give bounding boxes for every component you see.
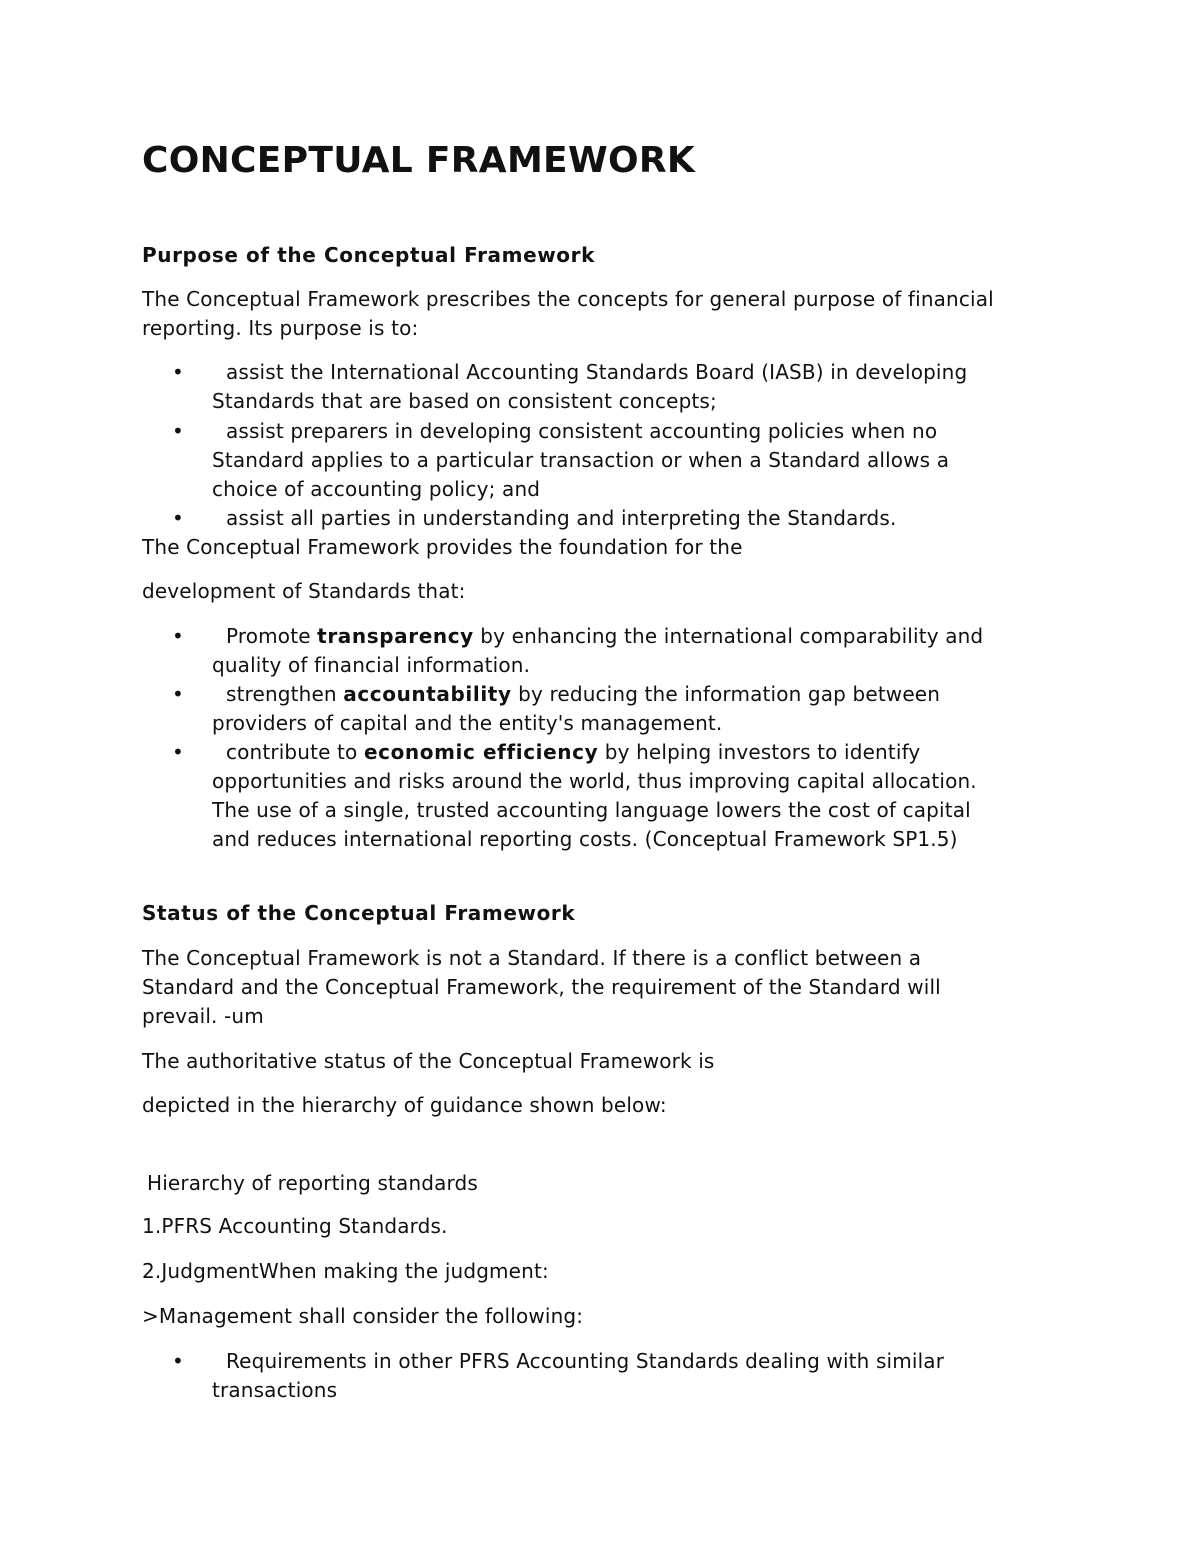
hierarchy-title: Hierarchy of reporting standards	[147, 1171, 478, 1195]
bullet-icon: •	[172, 1349, 184, 1373]
consider-item-text: transactions	[212, 1378, 338, 1402]
bullet-icon: •	[172, 506, 184, 530]
goal-item-text: opportunities and risks around the world, thus improving capital allocation.	[212, 769, 977, 793]
goal-item-text: quality of financial information.	[212, 653, 531, 677]
goal-item-text: The use of a single, trusted accounting language lowers the cost of capital	[212, 798, 971, 822]
goal-pre: Promote	[226, 624, 318, 648]
status-para-2-line-2: depicted in the hierarchy of guidance shown below:	[142, 1093, 667, 1117]
goal-item-line	[212, 622, 983, 651]
status-para-1-line-2: Standard and the Conceptual Framework, the requirement of the Standard will	[142, 975, 941, 999]
goal-item	[212, 738, 977, 854]
purpose-intro-line-2: reporting. Its purpose is to:	[142, 316, 419, 340]
consider-item-text: Requirements in other PFRS Accounting Standards dealing with similar	[226, 1349, 945, 1373]
goal-keyword: accountability	[343, 682, 512, 706]
bullet-icon: •	[172, 682, 184, 706]
goal-keyword: economic efficiency	[363, 740, 599, 764]
goal-pre: contribute to	[226, 740, 364, 764]
purpose-item-text: assist the International Accounting Standards Board (IASB) in developing	[226, 360, 968, 384]
goal-post: by helping investors to identify	[598, 740, 921, 764]
hierarchy-item-1: 1.PFRS Accounting Standards.	[142, 1214, 448, 1238]
bullet-icon: •	[172, 624, 184, 648]
consider-item	[212, 1347, 944, 1405]
foundation-line-1: The Conceptual Framework provides the foundation for the	[142, 535, 743, 559]
status-para-2-line-1: The authoritative status of the Conceptual Framework is	[142, 1049, 715, 1073]
purpose-item-text: assist preparers in developing consistent accounting policies when no	[226, 419, 938, 443]
purpose-item-text: Standards that are based on consistent concepts;	[212, 389, 717, 413]
page-title: CONCEPTUAL FRAMEWORK	[142, 140, 696, 181]
purpose-item-text: choice of accounting policy; and	[212, 477, 541, 501]
bullet-icon: •	[172, 360, 184, 384]
bullet-icon: •	[172, 419, 184, 443]
purpose-item-text: assist all parties in understanding and interpreting the Standards.	[226, 506, 897, 530]
purpose-item	[212, 504, 896, 533]
status-heading: Status of the Conceptual Framework	[142, 901, 576, 925]
goal-item-line	[212, 738, 977, 767]
purpose-heading: Purpose of the Conceptual Framework	[142, 243, 596, 267]
hierarchy-item-2: 2.JudgmentWhen making the judgment:	[142, 1259, 549, 1283]
bullet-icon: •	[172, 740, 184, 764]
purpose-intro-line-1: The Conceptual Framework prescribes the concepts for general purpose of financial	[142, 287, 994, 311]
goal-item-line	[212, 680, 940, 709]
goal-item	[212, 680, 940, 738]
goal-post: by enhancing the international comparability and	[473, 624, 984, 648]
goal-keyword: transparency	[317, 624, 474, 648]
goal-pre: strengthen	[226, 682, 344, 706]
goal-item-text: providers of capital and the entity's management.	[212, 711, 723, 735]
goal-item	[212, 622, 983, 680]
purpose-item	[212, 358, 967, 416]
status-para-1-line-3: prevail. -um	[142, 1004, 264, 1028]
foundation-line-2: development of Standards that:	[142, 579, 466, 603]
goal-post: by reducing the information gap between	[511, 682, 941, 706]
management-line: >Management shall consider the following:	[142, 1304, 584, 1328]
purpose-item	[212, 417, 949, 504]
status-para-1-line-1: The Conceptual Framework is not a Standard. If there is a conflict between a	[142, 946, 922, 970]
goal-item-text: and reduces international reporting costs. (Conceptual Framework SP1.5)	[212, 827, 958, 851]
purpose-item-text: Standard applies to a particular transaction or when a Standard allows a	[212, 448, 950, 472]
